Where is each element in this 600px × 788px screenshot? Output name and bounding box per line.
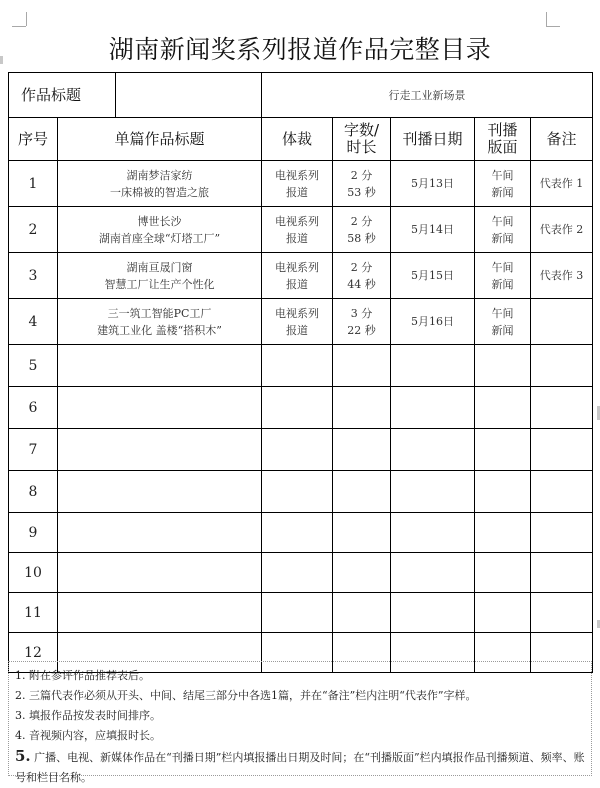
page-title: 湖南新闻奖系列报道作品完整目录 <box>108 35 492 64</box>
item-title-cell <box>58 593 262 633</box>
page-line1: 午间 <box>491 168 514 182</box>
genre-cell <box>262 429 333 471</box>
item-title-line2: 智慧工厂让生产个性化 <box>104 277 215 291</box>
genre-cell <box>262 471 333 513</box>
item-title-line2: 一床棉被的智造之旅 <box>110 185 209 199</box>
work-title-label-cell <box>9 73 262 118</box>
item-title-cell <box>58 513 262 553</box>
table-row <box>9 207 593 253</box>
page-line2: 新闻 <box>491 323 514 337</box>
item-title-line1: 湖南亘晟门窗 <box>126 260 193 274</box>
page-cell <box>475 593 531 633</box>
page-line2: 新闻 <box>491 185 514 199</box>
page-line1: 午间 <box>491 306 514 320</box>
genre-line1: 电视系列 <box>275 260 319 274</box>
page-line2: 新闻 <box>491 231 514 245</box>
table-row <box>9 593 593 633</box>
remark-cell <box>531 207 593 253</box>
col-header-genre: 体裁 <box>262 118 333 161</box>
remark-cell <box>531 429 593 471</box>
genre-cell <box>262 345 333 387</box>
works-directory-table <box>8 72 593 673</box>
page-cell <box>475 387 531 429</box>
date-cell <box>391 161 475 207</box>
note-text: 广播、电视、新媒体作品在“刊播日期”栏内填报播出日期及时间；在“刊播版面”栏内填报作品刊播频道、频率、账号和栏目名称。 <box>15 751 585 784</box>
note-item <box>15 746 585 788</box>
item-title-line1: 湖南梦洁家纺 <box>126 168 193 182</box>
col-header-words-duration-line2: 时长 <box>346 138 377 156</box>
seq-cell: 11 <box>9 593 58 633</box>
date-value: 5月14日 <box>411 223 454 236</box>
col-header-date: 刊播日期 <box>391 118 475 161</box>
crop-mark <box>12 26 26 27</box>
duration-cell <box>333 429 391 471</box>
item-title-cell <box>58 387 262 429</box>
remark-cell <box>531 161 593 207</box>
note-text: 音视频内容，应填报时长。 <box>29 729 161 742</box>
remark-value: 代表作 1 <box>539 177 584 190</box>
remark-cell <box>531 553 593 593</box>
seq-cell: 7 <box>9 429 58 471</box>
duration-line2: 22 秒 <box>347 323 376 337</box>
col-header-page-line1: 刊播 <box>487 121 518 139</box>
work-title-label: 作品标题 <box>21 85 82 104</box>
duration-cell <box>333 345 391 387</box>
crop-mark <box>546 12 547 26</box>
genre-line2: 报道 <box>286 323 308 337</box>
date-cell <box>391 299 475 345</box>
seq-cell: 12 <box>9 633 58 673</box>
duration-cell <box>333 253 391 299</box>
date-value: 5月15日 <box>411 269 454 282</box>
date-cell <box>391 513 475 553</box>
genre-line2: 报道 <box>286 231 308 245</box>
page-cell <box>475 513 531 553</box>
page-cell <box>475 471 531 513</box>
seq-cell: 3 <box>9 253 58 299</box>
page-cell <box>475 553 531 593</box>
table-row <box>9 429 593 471</box>
seq-cell: 6 <box>9 387 58 429</box>
page-line2: 新闻 <box>491 277 514 291</box>
remark-cell <box>531 471 593 513</box>
remark-cell <box>531 513 593 553</box>
page-cell <box>475 299 531 345</box>
notes-section <box>8 661 592 784</box>
genre-line2: 报道 <box>286 277 308 291</box>
duration-cell <box>333 471 391 513</box>
note-item <box>15 706 585 726</box>
item-title-cell <box>58 553 262 593</box>
col-header-seq: 序号 <box>9 118 58 161</box>
table-row <box>9 553 593 593</box>
remark-cell <box>531 299 593 345</box>
date-cell <box>391 593 475 633</box>
item-title-cell <box>58 299 262 345</box>
table-row <box>9 253 593 299</box>
page-cell <box>475 253 531 299</box>
duration-cell <box>333 299 391 345</box>
header-row <box>9 118 593 161</box>
work-title-row <box>9 73 593 118</box>
table-row <box>9 299 593 345</box>
note-item <box>15 686 585 706</box>
work-title-value: 行走工业新场景 <box>262 73 593 118</box>
table-body <box>9 73 593 673</box>
duration-cell <box>333 387 391 429</box>
item-title-cell <box>58 429 262 471</box>
item-title-cell <box>58 253 262 299</box>
duration-line1: 3 分 <box>350 306 373 320</box>
genre-cell <box>262 387 333 429</box>
seq-cell: 1 <box>9 161 58 207</box>
notes-list <box>15 666 585 788</box>
item-title-cell <box>58 207 262 253</box>
duration-line2: 58 秒 <box>347 231 376 245</box>
remark-cell <box>531 253 593 299</box>
genre-line1: 电视系列 <box>275 168 319 182</box>
date-cell <box>391 471 475 513</box>
date-cell <box>391 253 475 299</box>
seq-cell: 2 <box>9 207 58 253</box>
duration-cell <box>333 593 391 633</box>
page-line1: 午间 <box>491 214 514 228</box>
col-header-item-title: 单篇作品标题 <box>58 118 262 161</box>
seq-cell: 8 <box>9 471 58 513</box>
page-line1: 午间 <box>491 260 514 274</box>
remark-value: 代表作 3 <box>539 269 584 282</box>
seq-cell: 10 <box>9 553 58 593</box>
col-header-words-duration-line1: 字数/ <box>343 121 380 139</box>
crop-mark <box>26 12 27 26</box>
duration-cell <box>333 161 391 207</box>
note-number: 2. <box>15 689 26 702</box>
date-cell <box>391 429 475 471</box>
item-title-cell <box>58 345 262 387</box>
item-title-line1: 博世长沙 <box>137 214 182 228</box>
col-header-page <box>475 118 531 161</box>
table-row <box>9 513 593 553</box>
remark-cell <box>531 345 593 387</box>
item-title-cell <box>58 471 262 513</box>
note-item <box>15 666 585 686</box>
date-value: 5月13日 <box>411 177 454 190</box>
duration-line2: 44 秒 <box>347 277 376 291</box>
genre-line1: 电视系列 <box>275 306 319 320</box>
item-title-line1: 三一筑工智能PC工厂 <box>107 306 212 320</box>
table-row <box>9 471 593 513</box>
col-header-page-line2: 版面 <box>487 138 518 156</box>
duration-cell <box>333 207 391 253</box>
item-title-cell <box>58 161 262 207</box>
seq-cell: 4 <box>9 299 58 345</box>
note-text: 填报作品按发表时间排序。 <box>29 709 161 722</box>
table-row <box>9 345 593 387</box>
duration-cell <box>333 553 391 593</box>
date-cell <box>391 207 475 253</box>
col-header-words-duration <box>333 118 391 161</box>
genre-cell <box>262 253 333 299</box>
col-header-remark: 备注 <box>531 118 593 161</box>
date-cell <box>391 553 475 593</box>
genre-cell <box>262 513 333 553</box>
genre-cell <box>262 553 333 593</box>
item-title-line2: 湖南首座全球“灯塔工厂” <box>98 231 221 245</box>
crop-mark <box>546 26 560 27</box>
table-row <box>9 387 593 429</box>
page-cell <box>475 161 531 207</box>
genre-cell <box>262 299 333 345</box>
seq-cell: 9 <box>9 513 58 553</box>
remark-cell <box>531 593 593 633</box>
table-row <box>9 161 593 207</box>
genre-line1: 电视系列 <box>275 214 319 228</box>
item-title-line2: 建筑工业化 盖楼“搭积木” <box>97 323 222 337</box>
note-number: 4. <box>15 729 26 742</box>
genre-cell <box>262 593 333 633</box>
page-cell <box>475 429 531 471</box>
note-number: 5. <box>15 747 31 765</box>
genre-line2: 报道 <box>286 185 308 199</box>
note-number: 1. <box>15 669 26 682</box>
duration-line1: 2 分 <box>350 214 373 228</box>
date-cell <box>391 387 475 429</box>
duration-line2: 53 秒 <box>347 185 376 199</box>
note-number: 3. <box>15 709 26 722</box>
genre-cell <box>262 207 333 253</box>
remark-cell <box>531 387 593 429</box>
date-cell <box>391 345 475 387</box>
genre-cell <box>262 161 333 207</box>
duration-cell <box>333 513 391 553</box>
duration-line1: 2 分 <box>350 260 373 274</box>
note-item <box>15 726 585 746</box>
note-text: 附在参评作品推荐表后。 <box>29 669 150 682</box>
date-value: 5月16日 <box>411 315 454 328</box>
duration-line1: 2 分 <box>350 168 373 182</box>
seq-cell: 5 <box>9 345 58 387</box>
page-cell <box>475 207 531 253</box>
remark-value: 代表作 2 <box>539 223 584 236</box>
note-text: 三篇代表作必须从开头、中间、结尾三部分中各选1篇，并在“备注”栏内注明“代表作”字样。 <box>29 689 477 702</box>
page-cell <box>475 345 531 387</box>
